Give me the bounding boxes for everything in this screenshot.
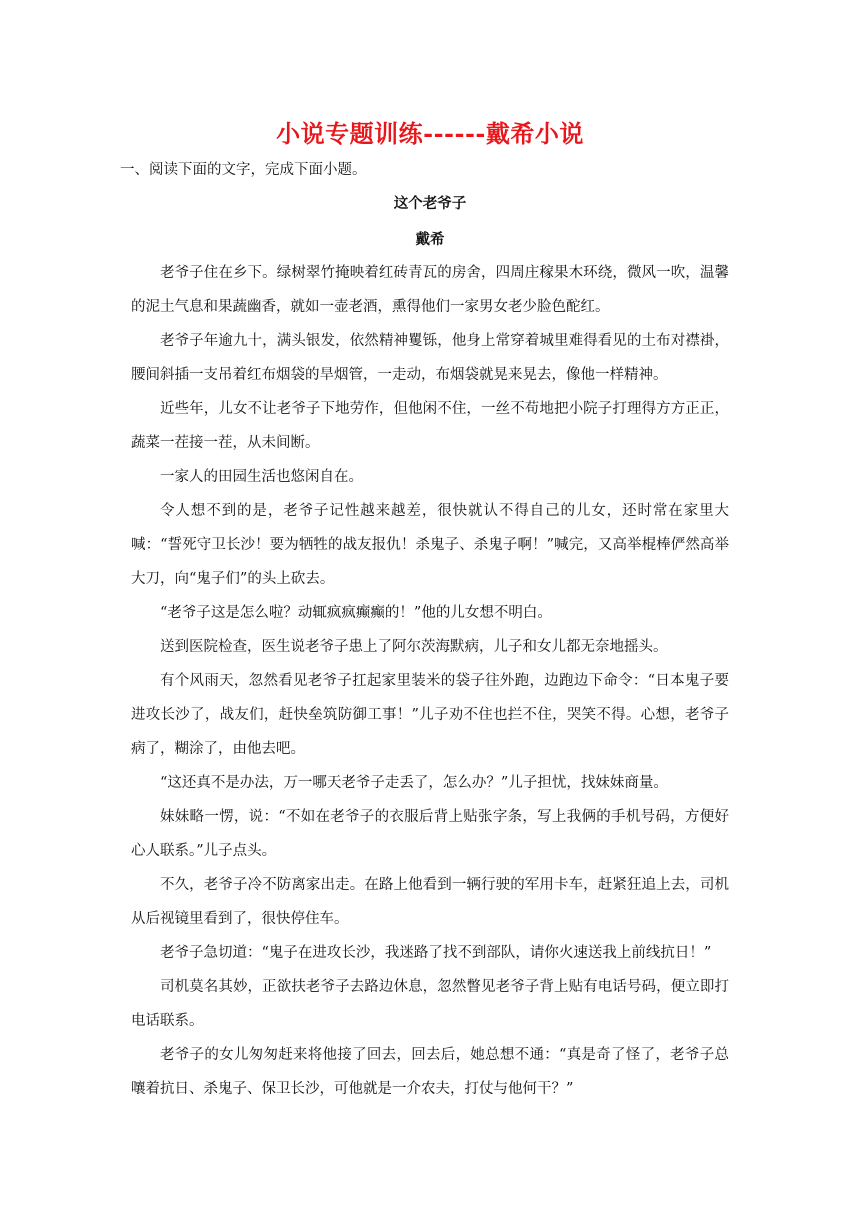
paragraph: 有个风雨天，忽然看见老爷子扛起家里装米的袋子往外跑，边跑边下命令：“日本鬼子要进攻长沙了，战友们，赶快垒筑防御工事！”儿子劝不住也拦不住，哭笑不得。心想，老爷子病了，糊涂了，由他去吧。: [131, 673, 729, 757]
story-author: 戴希: [415, 231, 445, 248]
paragraph: 令人想不到的是，老爷子记性越来越差，很快就认不得自己的儿女，还时常在家里大喊：“誓死守卫长沙！要为牺牲的战友报仇！杀鬼子、杀鬼子啊！”喊完，又高举棍棒俨然高举大刀，向“鬼子们”的头上砍去。: [131, 503, 729, 587]
paragraph: 妹妹略一愣，说：“不如在老爷子的衣服后背上贴张字条，写上我俩的手机号码，方便好心人联系。”儿子点头。: [131, 809, 729, 859]
paragraph: 老爷子住在乡下。绿树翠竹掩映着红砖青瓦的房舍，四周庄稼果木环绕，微风一吹，温馨的泥土气息和果蔬幽香，就如一壶老酒，熏得他们一家男女老少脸色酡红。: [131, 265, 729, 315]
story-title: 这个老爷子: [393, 195, 467, 212]
question-instruction: 一、阅读下面的文字，完成下面小题。: [120, 162, 367, 178]
paragraph: 送到医院检查，医生说老爷子患上了阿尔茨海默病，儿子和女儿都无奈地摇头。: [160, 639, 668, 655]
paragraph: 老爷子年逾九十，满头银发，依然精神矍铄，他身上常穿着城里难得看见的土布对襟褂，腰间斜插一支吊着红布烟袋的旱烟管，一走动，布烟袋就晃来晃去，像他一样精神。: [131, 333, 729, 383]
paragraph: 老爷子的女儿匆匆赶来将他接了回去，回去后，她总想不通：“真是奇了怪了，老爷子总嚷着抗日、杀鬼子、保卫长沙，可他就是一介农夫，打仗与他何干？”: [131, 1047, 729, 1097]
paragraph: “这还真不是办法，万一哪天老爷子走丢了，怎么办？”儿子担忧，找妹妹商量。: [160, 775, 668, 791]
paragraph: 老爷子急切道：“鬼子在进攻长沙，我迷路了找不到部队，请你火速送我上前线抗日！”: [160, 945, 712, 961]
paragraph: 不久，老爷子冷不防离家出走。在路上他看到一辆行驶的军用卡车，赶紧狂追上去，司机从后视镜里看到了，很快停住车。: [131, 877, 729, 927]
paragraph: 一家人的田园生活也悠闲自在。: [160, 469, 363, 485]
paragraph: 近些年，儿女不让老爷子下地劳作，但他闲不住，一丝不苟地把小院子打理得方方正正，蔬菜一茬接一茬，从未间断。: [131, 401, 729, 451]
paragraph: 司机莫名其妙，正欲扶老爷子去路边休息，忽然瞥见老爷子背上贴有电话号码，便立即打电话联系。: [131, 979, 729, 1029]
paragraph: “老爷子这是怎么啦？动辄疯疯癫癫的！”他的儿女想不明白。: [160, 605, 552, 621]
story-body: [131, 256, 729, 1106]
document-title: 小说专题训练------戴希小说: [276, 119, 584, 148]
